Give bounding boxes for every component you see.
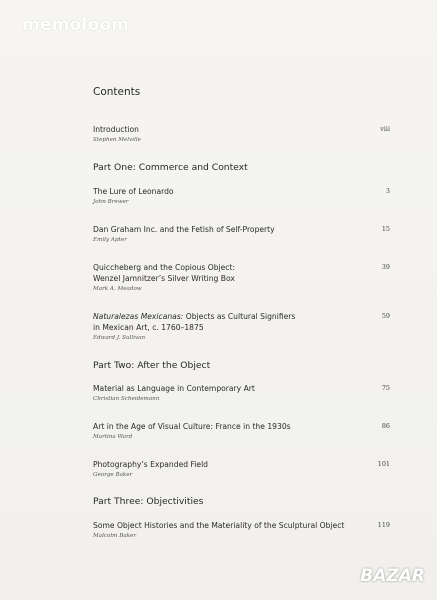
toc-entry: [93, 459, 390, 478]
entry-author: Emily Apter: [93, 237, 127, 243]
toc-entry-introduction: [93, 124, 390, 143]
entry-title: The Lure of Leonardo: [93, 187, 174, 196]
bazar-logo: BAZAR: [360, 566, 425, 586]
entry-title-rest: Objects as Cultural Signifiers: [183, 312, 296, 321]
entry-title: Art in the Age of Visual Culture: France in the 1930s: [93, 422, 291, 431]
entry-title-italic: Naturalezas Mexicanas:: [93, 312, 184, 321]
entry-author: Martina Ward: [93, 434, 133, 440]
entry-author: Mark A. Meadow: [93, 286, 142, 292]
part-three-heading: Part Three: Objectivities: [93, 496, 204, 507]
entry-title: Photography’s Expanded Field: [93, 460, 208, 469]
entry-page-number: 86: [381, 422, 390, 430]
entry-title-line2: in Mexican Art, c. 1760–1875: [93, 323, 204, 332]
entry-author: Edward J. Sullivan: [93, 335, 146, 341]
entry-title: Some Object Histories and the Materiality of the Sculptural Object: [93, 521, 345, 530]
toc-entry: [93, 186, 390, 205]
entry-author: John Brewer: [93, 199, 129, 205]
entry-title: Introduction: [93, 125, 139, 134]
toc-entry: [93, 224, 390, 243]
contents-heading: Contents: [93, 86, 141, 98]
entry-author: Stephen Melville: [93, 137, 141, 143]
entry-author: Christian Scheidemann: [93, 396, 160, 402]
entry-page-number: 15: [381, 225, 390, 233]
toc-entry: [93, 262, 390, 292]
toc-entry: [93, 421, 390, 440]
toc-entry: [93, 520, 390, 539]
entry-title-line2: Wenzel Jamnitzer’s Silver Writing Box: [93, 274, 235, 283]
entry-page-number: 101: [377, 460, 390, 468]
entry-page-number: viii: [380, 125, 390, 133]
entry-page-number: 75: [381, 384, 390, 392]
watermark: memoloom: [22, 15, 130, 35]
entry-title: Material as Language in Contemporary Art: [93, 384, 255, 393]
entry-title-line1: Quiccheberg and the Copious Object:: [93, 263, 236, 272]
entry-page-number: 39: [381, 263, 390, 271]
entry-title: Dan Graham Inc. and the Fetish of Self-Property: [93, 225, 275, 234]
entry-page-number: 3: [385, 187, 390, 195]
entry-page-number: 59: [381, 312, 390, 320]
entry-page-number: 119: [377, 521, 390, 529]
toc-entry: [93, 311, 390, 341]
toc-entry: [93, 383, 390, 402]
entry-author: Malcolm Baker: [93, 533, 137, 539]
entry-author: George Baker: [93, 472, 133, 478]
entry-title-line1: [93, 311, 390, 322]
part-two-heading: Part Two: After the Object: [93, 360, 211, 371]
part-one-heading: Part One: Commerce and Context: [93, 162, 248, 173]
